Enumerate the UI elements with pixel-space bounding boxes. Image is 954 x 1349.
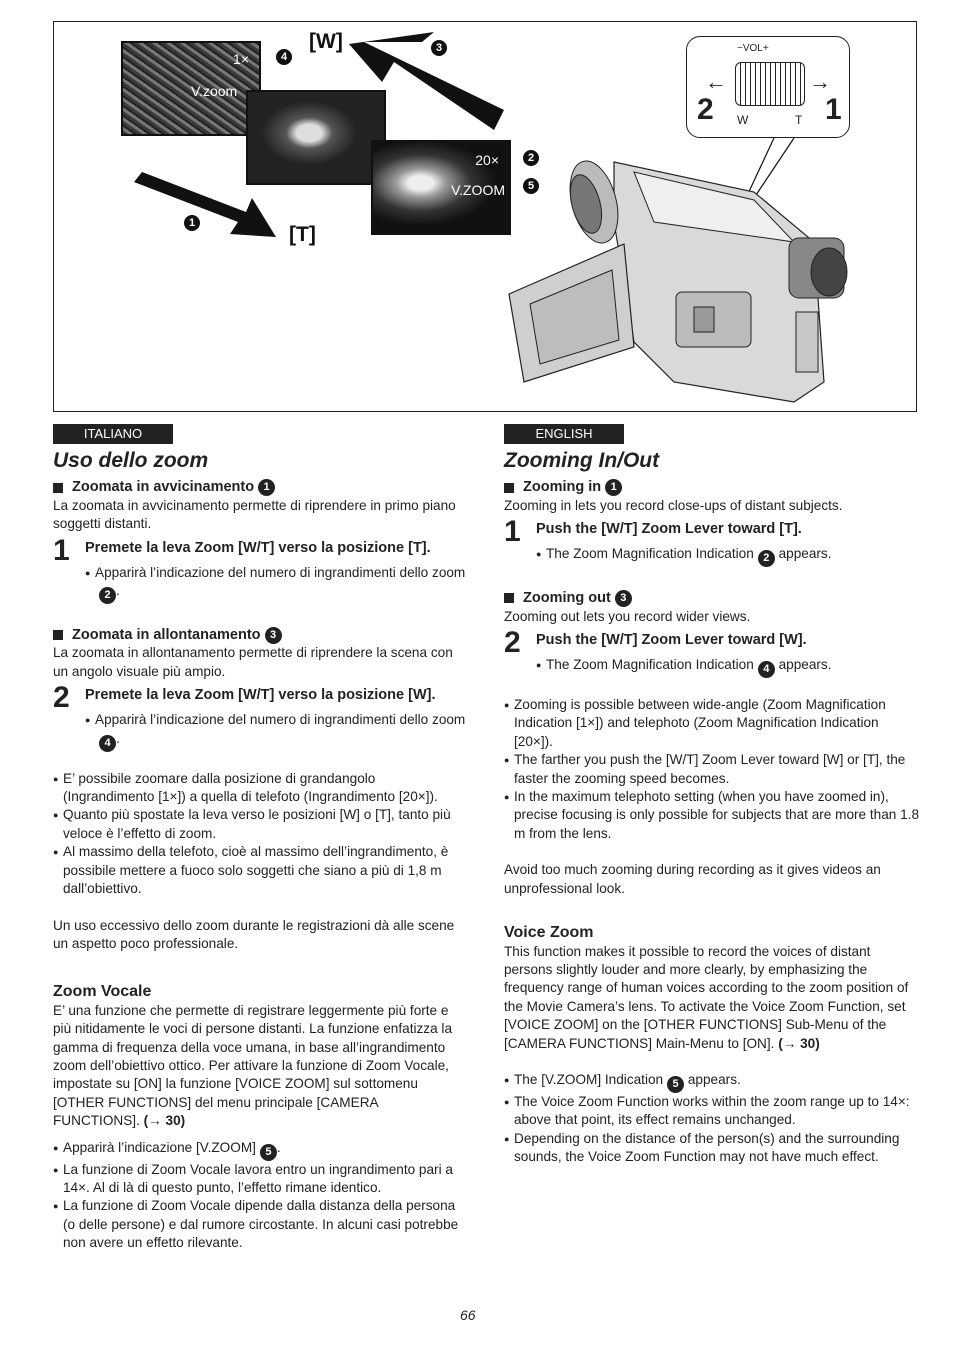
illustration-figure [53, 21, 917, 412]
callout-4: 4 [276, 49, 292, 65]
notes-list-it [53, 770, 468, 899]
note-item: ● Al massimo della telefoto, cioè al massimo dell’ingrandimento, è possibile mettere a fuoco solo soggetti che siano a più di 1,8 m dall’obiettivo. [53, 843, 468, 898]
step-text: Push the [W/T] Zoom Lever toward [T]. [536, 521, 802, 538]
zoom-out-desc-en: Zooming out lets you record wider views. [504, 608, 751, 624]
zoom-in-desc-en: Zooming in lets you record close-ups of distant subjects. [504, 497, 843, 513]
voice-zoom-notes-en [504, 1071, 919, 1167]
step-number: 2 [504, 626, 521, 660]
english-column [504, 424, 919, 1167]
subheading-text: Zoomata in avvicinamento [72, 479, 255, 496]
vol-label: −VOL+ [737, 43, 769, 54]
italian-column [53, 424, 468, 1253]
voice-zoom-desc-it [53, 1002, 468, 1131]
label-w: [W] [309, 30, 343, 53]
note-item [504, 1071, 919, 1093]
step-text: Premete la leva Zoom [W/T] verso la posizione [T]. [85, 539, 431, 556]
circle-number-badge: 4 [758, 661, 775, 678]
note-item: ● E’ possibile zoomare dalla posizione di grandangolo (Ingrandimento [1×]) a quella di telefoto (Ingrandimento [20×]). [53, 770, 468, 807]
bullet-text: The Zoom Magnification Indication [546, 657, 754, 673]
square-bullet-icon [504, 593, 514, 603]
arrow-right-icon: → [809, 69, 831, 94]
bullet-text: appears. [778, 546, 832, 562]
note-item: ● Quanto più spostate la leva verso le posizioni [W] o [T], tanto più veloce è l’effetto di zoom. [53, 806, 468, 843]
voice-zoom-desc-text: E’ una funzione che permette di registrare leggermente più forte e più nitidamente le voci di persone distanti. La funzione enfatizza la gamma di frequenza della voce umana, in base all’ingrandimento zoom dell’obiettivo ottico. Per attivare la funzione di Zoom Vocale, impostate su [ON] la funzione [VOICE ZOOM] sul sottomenu [OTHER FUNCTIONS] del menu principale [CAMERA FUNCTIONS]. [53, 1002, 452, 1129]
square-bullet-icon [53, 483, 63, 493]
step-1-bullet-it: ● Apparirà l’indicazione del numero di ingrandimenti dello zoom2 . [85, 564, 468, 604]
step-number: 1 [504, 515, 521, 549]
circle-number-badge: 1 [258, 479, 275, 496]
subheading-text: Zoomata in allontanamento [72, 627, 261, 644]
section-title-it: Uso dello zoom [53, 449, 209, 472]
circle-number-badge: 5 [667, 1076, 684, 1093]
callout-1: 1 [184, 215, 200, 231]
photo-mid [246, 90, 386, 185]
step-2-bullet-en [536, 656, 919, 678]
bullet-text: The Zoom Magnification Indication [546, 546, 754, 562]
vzoom-small-label: V.zoom [191, 83, 238, 99]
section-title-en: Zooming In/Out [504, 449, 660, 472]
lever-w-label: W [737, 113, 749, 127]
photo-tele [371, 140, 511, 235]
note-item: ● The farther you push the [W/T] Zoom Lever toward [W] or [T], the faster the zooming speed becomes. [504, 751, 919, 788]
circle-number-badge: 1 [605, 479, 622, 496]
page-number: 66 [460, 1307, 476, 1323]
arrow-left-icon: ← [705, 69, 727, 94]
mag-1x-label: 1× [233, 51, 249, 67]
subheading-zoom-out-en [504, 589, 919, 607]
mag-20x-label: 20× [475, 152, 499, 168]
step-text: Push the [W/T] Zoom Lever toward [W]. [536, 632, 807, 649]
square-bullet-icon [504, 483, 514, 493]
step-2-bullet-it: ● Apparirà l’indicazione del numero di ingrandimenti dello zoom4 . [85, 711, 468, 751]
circle-number-badge: 3 [615, 590, 632, 607]
circle-number-badge: 2 [99, 587, 116, 604]
bullet-text: appears. [687, 1071, 741, 1087]
subheading-zoom-in-en [504, 478, 919, 496]
label-t: [T] [289, 223, 316, 246]
note-item: ● Depending on the distance of the person(s) and the surrounding sounds, the Voice Zoom Function may not have much effect. [504, 1130, 919, 1167]
circle-number-badge: 5 [260, 1144, 277, 1161]
vzoom-large-label: V.ZOOM [451, 182, 505, 198]
subheading-text: Zooming in [523, 479, 602, 496]
callout-3: 3 [431, 40, 447, 56]
voice-zoom-desc-en [504, 943, 919, 1053]
step-1-bullet-en [536, 545, 919, 567]
callout-2: 2 [523, 150, 539, 166]
callout-5: 5 [523, 178, 539, 194]
photo-wide [121, 41, 261, 136]
bullet-text: The [V.ZOOM] Indication [514, 1071, 664, 1087]
caution-text-en: Avoid too much zooming during recording as it gives videos an unprofessional look. [504, 862, 881, 896]
page-ref-link[interactable]: (→ 30) [778, 1035, 820, 1051]
page-ref-link[interactable]: (→ 30) [143, 1113, 186, 1129]
step-number: 1 [53, 533, 70, 567]
zoom-lever-inset [686, 36, 850, 138]
bullet-text: Apparirà l’indicazione [V.ZOOM] [63, 1139, 256, 1155]
zoom-in-desc-it: La zoomata in avvicinamento permette di riprendere in primo piano soggetti distanti. [53, 497, 456, 532]
notes-list-en [504, 696, 919, 843]
note-item: ● La funzione di Zoom Vocale dipende dalla distanza della persona (o delle persone) e dal rumore circostante. In alcuni casi potrebbe non avere un effetto rilevante. [53, 1197, 468, 1252]
note-item: ● In the maximum telephoto setting (when you have zoomed in), precise focusing is only possible for subjects that are more than 1.8 m from the lens. [504, 788, 919, 843]
step-text: Premete la leva Zoom [W/T] verso la posizione [W]. [85, 687, 436, 704]
step-number: 2 [53, 681, 70, 715]
lever-t-label: T [795, 113, 803, 127]
square-bullet-icon [53, 630, 63, 640]
subheading-zoom-in-it [53, 478, 468, 496]
subheading-zoom-out-it [53, 626, 468, 644]
bullet-text: Apparirà l’indicazione del numero di ingrandimenti dello zoom [95, 564, 466, 580]
circle-number-badge: 4 [99, 735, 116, 752]
circle-number-badge: 3 [265, 627, 282, 644]
step-2-it [53, 681, 468, 715]
bullet-text: Apparirà l’indicazione del numero di ingrandimenti dello zoom [95, 712, 466, 728]
step-1-en [504, 515, 919, 549]
voice-zoom-heading-it: Zoom Vocale [53, 983, 152, 1001]
circle-number-badge: 2 [758, 550, 775, 567]
caution-text-it: Un uso eccessivo dello zoom durante le registrazioni dà alle scene un aspetto poco professionale. [53, 917, 455, 951]
zoom-out-desc-it: La zoomata in allontanamento permette di riprendere la scena con un angolo visuale più ampio. [53, 645, 453, 679]
lever-step-1: 1 [825, 93, 842, 126]
voice-zoom-desc-text: This function makes it possible to record the voices of distant persons slightly louder and more clearly, by emphasizing the frequency range of human voices according to the zoom position of the Movie Camera’s lens. To activate the Voice Zoom Function, set [VOICE ZOOM] on the [OTHER FUNCTIONS] Sub-Menu of the [CAMERA FUNCTIONS] Main-Menu to [ON]. [504, 943, 909, 1051]
language-tab-english: ENGLISH [504, 424, 624, 444]
note-item: ● Zooming is possible between wide-angle (Zoom Magnification Indication [1×]) and telephoto (Zoom Magnification Indication [20×]). [504, 696, 919, 751]
lever-step-2: 2 [697, 93, 714, 126]
bullet-text: appears. [778, 657, 832, 673]
subheading-text: Zooming out [523, 590, 611, 607]
note-item: ● La funzione di Zoom Vocale lavora entro un ingrandimento pari a 14×. Al di là di questo punto, l’effetto rimane identico. [53, 1161, 468, 1198]
voice-zoom-notes-it [53, 1139, 468, 1253]
note-item: ● Apparirà l’indicazione [V.ZOOM] 5 . [53, 1139, 468, 1161]
zoom-lever[interactable] [735, 62, 805, 106]
step-2-en [504, 626, 919, 660]
note-item: ● The Voice Zoom Function works within the zoom range up to 14×: above that point, its effect remains unchanged. [504, 1093, 919, 1130]
step-1-it [53, 533, 468, 567]
language-tab-italian: ITALIANO [53, 424, 173, 444]
voice-zoom-heading-en: Voice Zoom [504, 924, 594, 942]
